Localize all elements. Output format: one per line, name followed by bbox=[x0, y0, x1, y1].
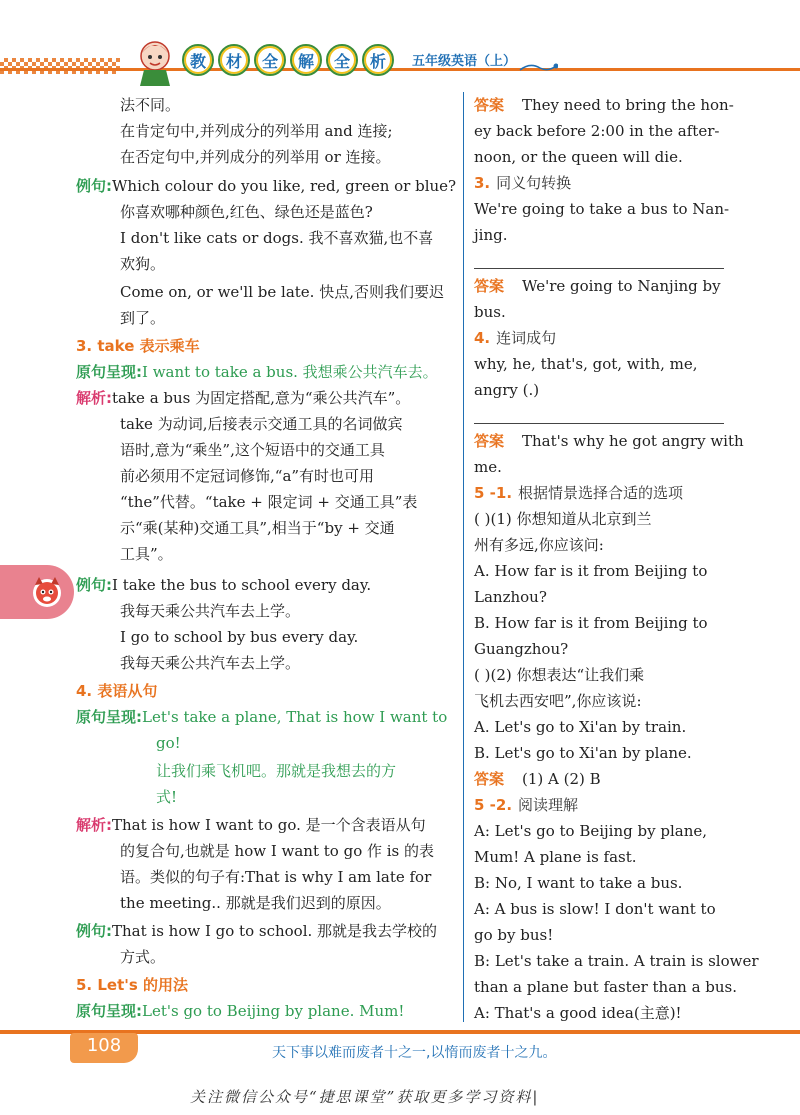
page-number: 108 bbox=[86, 1035, 122, 1056]
example-label: 解析: bbox=[76, 389, 112, 407]
question-title: 根据情景选择合适的选项 bbox=[518, 484, 684, 502]
left-line bbox=[120, 515, 395, 541]
right-line bbox=[474, 222, 507, 248]
line-text: 到了。 bbox=[120, 309, 166, 327]
left-line bbox=[120, 838, 434, 864]
right-line bbox=[474, 558, 707, 584]
left-line bbox=[120, 541, 173, 567]
right-line bbox=[474, 273, 721, 299]
line-text: 你喜欢哪种颜色,红色、绿色还是蓝色? bbox=[120, 203, 373, 221]
right-line bbox=[474, 299, 506, 325]
left-line bbox=[120, 251, 165, 277]
line-text: Mum! A plane is fast. bbox=[474, 848, 637, 866]
line-text: noon, or the queen will die. bbox=[474, 148, 683, 166]
line-text: A. How far is it from Beijing to bbox=[474, 562, 708, 580]
right-line bbox=[474, 922, 553, 948]
line-text: 示“乘(某种)交通工具”,相当于“by + 交通 bbox=[120, 519, 395, 537]
line-text: I want to take a bus. 我想乘公共汽车去。 bbox=[142, 363, 438, 381]
fox-mascot-icon bbox=[30, 575, 64, 609]
line-text: B. Let's go to Xi'an by plane. bbox=[474, 744, 692, 762]
right-line bbox=[474, 714, 686, 740]
section-heading: 3. take 表示乘车 bbox=[76, 337, 200, 355]
line-text: 飞机去西安吧”,你应该说: bbox=[474, 692, 642, 710]
line-text: I take the bus to school every day. bbox=[112, 576, 372, 594]
swirl-decoration-icon bbox=[518, 62, 558, 74]
left-line bbox=[120, 411, 402, 437]
right-line bbox=[474, 118, 719, 144]
left-line bbox=[120, 279, 444, 305]
right-line bbox=[474, 896, 716, 922]
right-line bbox=[474, 325, 556, 351]
left-line bbox=[156, 730, 181, 756]
left-line bbox=[120, 463, 374, 489]
line-text: angry (.) bbox=[474, 381, 540, 399]
line-text: 在肯定句中,并列成分的列举用 and 连接; bbox=[120, 122, 393, 140]
answer-label: 答案 bbox=[474, 770, 505, 788]
question-title: 同义句转换 bbox=[496, 174, 572, 192]
right-line bbox=[474, 351, 698, 377]
line-text: ( )(2) 你想表达“让我们乘 bbox=[474, 666, 645, 684]
question-number: 4. bbox=[474, 329, 491, 347]
grade-label: 五年级英语（上） bbox=[412, 54, 517, 69]
example-label: 原句呈现: bbox=[76, 363, 142, 381]
line-text: B: No, I want to take a bus. bbox=[474, 874, 683, 892]
left-line bbox=[76, 678, 157, 704]
line-text: 方式。 bbox=[120, 948, 166, 966]
answer-separator bbox=[474, 268, 724, 269]
question-title: 连词成句 bbox=[496, 329, 557, 347]
header-stripe bbox=[0, 68, 800, 71]
line-text: 欢狗。 bbox=[120, 255, 166, 273]
answer-label: 答案 bbox=[474, 432, 505, 450]
header-checker-decoration bbox=[0, 58, 120, 74]
line-text: ey back before 2:00 in the after- bbox=[474, 122, 720, 140]
left-line bbox=[120, 437, 385, 463]
left-line bbox=[120, 144, 391, 170]
right-line bbox=[474, 948, 759, 974]
right-line bbox=[474, 377, 539, 403]
left-line bbox=[120, 944, 165, 970]
line-text: They need to bring the hon- bbox=[522, 96, 734, 114]
left-line bbox=[76, 918, 437, 944]
line-text: That is how I want to go. 是一个含表语从句 bbox=[112, 816, 426, 834]
example-label: 例句: bbox=[76, 922, 112, 940]
left-line bbox=[76, 998, 404, 1024]
line-text: Guangzhou? bbox=[474, 640, 569, 658]
left-line bbox=[120, 489, 417, 515]
line-text: A. Let's go to Xi'an by train. bbox=[474, 718, 687, 736]
line-text: go by bus! bbox=[474, 926, 554, 944]
line-text: 我每天乘公共汽车去上学。 bbox=[120, 654, 301, 672]
left-line bbox=[120, 864, 431, 890]
series-char: 全 bbox=[254, 44, 286, 76]
column-divider bbox=[463, 92, 464, 1022]
answer-label: 答案 bbox=[474, 277, 505, 295]
line-text: why, he, that's, got, with, me, bbox=[474, 355, 698, 373]
line-text: 法不同。 bbox=[120, 96, 181, 114]
example-label: 解析: bbox=[76, 816, 112, 834]
question-number: 5 -2. bbox=[474, 796, 513, 814]
right-line bbox=[474, 688, 642, 714]
right-line bbox=[474, 92, 734, 118]
left-line bbox=[120, 199, 373, 225]
right-line bbox=[474, 532, 604, 558]
line-text: take 为动词,后接表示交通工具的名词做宾 bbox=[120, 415, 403, 433]
line-text: (1) A (2) B bbox=[522, 770, 601, 788]
right-line bbox=[474, 610, 708, 636]
line-text: B. How far is it from Beijing to bbox=[474, 614, 708, 632]
line-text: take a bus 为固定搭配,意为“乘公共汽车”。 bbox=[112, 389, 411, 407]
left-line bbox=[120, 890, 391, 916]
left-line bbox=[120, 225, 433, 251]
line-text: “the”代替。“take + 限定词 + 交通工具”表 bbox=[120, 493, 418, 511]
line-text: Come on, or we'll be late. 快点,否则我们要迟 bbox=[120, 283, 444, 301]
line-text: I don't like cats or dogs. 我不喜欢猫,也不喜 bbox=[120, 229, 434, 247]
line-text: 在否定句中,并列成分的列举用 or 连接。 bbox=[120, 148, 391, 166]
footer-motto: 天下事以难而废者十之一,以惰而废者十之九。 bbox=[272, 1045, 557, 1061]
section-heading: 4. 表语从句 bbox=[76, 682, 158, 700]
left-line bbox=[76, 173, 456, 199]
line-text: Let's take a plane, That is how I want to bbox=[142, 708, 448, 726]
line-text: That's why he got angry with bbox=[522, 432, 744, 450]
left-line bbox=[76, 972, 188, 998]
line-text: the meeting.. 那就是我们迟到的原因。 bbox=[120, 894, 391, 912]
line-text: B: Let's take a train. A train is slower bbox=[474, 952, 759, 970]
line-text: 式! bbox=[156, 788, 178, 806]
line-text: Let's go to Beijing by plane. Mum! bbox=[142, 1002, 405, 1020]
line-text: jing. bbox=[474, 226, 508, 244]
series-char: 解 bbox=[290, 44, 322, 76]
line-text: 前必须用不定冠词修饰,“a”有时也可用 bbox=[120, 467, 375, 485]
right-line bbox=[474, 480, 683, 506]
right-line bbox=[474, 792, 578, 818]
right-line bbox=[474, 170, 571, 196]
watermark-text: 关注微信公众号“捷思课堂”获取更多学习资料| bbox=[190, 1088, 540, 1106]
left-line bbox=[76, 385, 410, 411]
right-line bbox=[474, 870, 682, 896]
right-line bbox=[474, 1000, 682, 1026]
line-text: 语。类似的句子有:That is why I am late for bbox=[120, 868, 432, 886]
answer-label: 答案 bbox=[474, 96, 505, 114]
right-line bbox=[474, 766, 601, 792]
series-char: 析 bbox=[362, 44, 394, 76]
right-line bbox=[474, 844, 637, 870]
left-line bbox=[76, 333, 200, 359]
line-text: 语时,意为“乘坐”,这个短语中的交通工具 bbox=[120, 441, 385, 459]
line-text: I go to school by bus every day. bbox=[120, 628, 359, 646]
left-line bbox=[76, 572, 371, 598]
line-text: Which colour do you like, red, green or blue? bbox=[112, 177, 457, 195]
left-line bbox=[120, 305, 165, 331]
left-line bbox=[120, 92, 180, 118]
right-line bbox=[474, 506, 652, 532]
question-number: 3. bbox=[474, 174, 491, 192]
line-text: That is how I go to school. 那就是我去学校的 bbox=[112, 922, 438, 940]
line-text: bus. bbox=[474, 303, 506, 321]
line-text: We're going to take a bus to Nan- bbox=[474, 200, 730, 218]
left-line bbox=[156, 758, 396, 784]
line-text: 让我们乘飞机吧。那就是我想去的方 bbox=[156, 762, 397, 780]
left-line bbox=[120, 650, 300, 676]
line-text: 工具”。 bbox=[120, 545, 173, 563]
example-label: 原句呈现: bbox=[76, 708, 142, 726]
line-text: 州有多远,你应该问: bbox=[474, 536, 604, 554]
right-line bbox=[474, 636, 568, 662]
right-line bbox=[474, 662, 644, 688]
right-line bbox=[474, 196, 729, 222]
left-line bbox=[120, 118, 393, 144]
series-char: 材 bbox=[218, 44, 250, 76]
line-text: A: That's a good idea(主意)! bbox=[474, 1004, 682, 1022]
right-line bbox=[474, 428, 744, 454]
right-line bbox=[474, 818, 707, 844]
line-text: 我每天乘公共汽车去上学。 bbox=[120, 602, 301, 620]
section-heading: 5. Let's 的用法 bbox=[76, 976, 189, 994]
line-text: go! bbox=[156, 734, 181, 752]
line-text: A: Let's go to Beijing by plane, bbox=[474, 822, 708, 840]
example-label: 例句: bbox=[76, 576, 112, 594]
right-line bbox=[474, 144, 683, 170]
left-line bbox=[120, 624, 358, 650]
left-line bbox=[76, 359, 438, 385]
line-text: than a plane but faster than a bus. bbox=[474, 978, 738, 996]
left-line bbox=[76, 704, 447, 730]
line-text: We're going to Nanjing by bbox=[522, 277, 721, 295]
question-title: 阅读理解 bbox=[518, 796, 579, 814]
left-line bbox=[156, 784, 177, 810]
line-text: me. bbox=[474, 458, 502, 476]
left-line bbox=[120, 598, 300, 624]
right-line bbox=[474, 584, 547, 610]
series-title bbox=[182, 44, 394, 76]
line-text: 的复合句,也就是 how I want to go 作 is 的表 bbox=[120, 842, 435, 860]
example-label: 原句呈现: bbox=[76, 1002, 142, 1020]
series-char: 全 bbox=[326, 44, 358, 76]
left-line bbox=[76, 812, 426, 838]
example-label: 例句: bbox=[76, 177, 112, 195]
line-text: Lanzhou? bbox=[474, 588, 547, 606]
right-line bbox=[474, 974, 737, 1000]
line-text: ( )(1) 你想知道从北京到兰 bbox=[474, 510, 652, 528]
series-char: 教 bbox=[182, 44, 214, 76]
right-line bbox=[474, 454, 502, 480]
line-text: A: A bus is slow! I don't want to bbox=[474, 900, 716, 918]
mascot-girl-icon bbox=[132, 36, 178, 86]
question-number: 5 -1. bbox=[474, 484, 513, 502]
right-line bbox=[474, 740, 692, 766]
answer-separator bbox=[474, 423, 724, 424]
